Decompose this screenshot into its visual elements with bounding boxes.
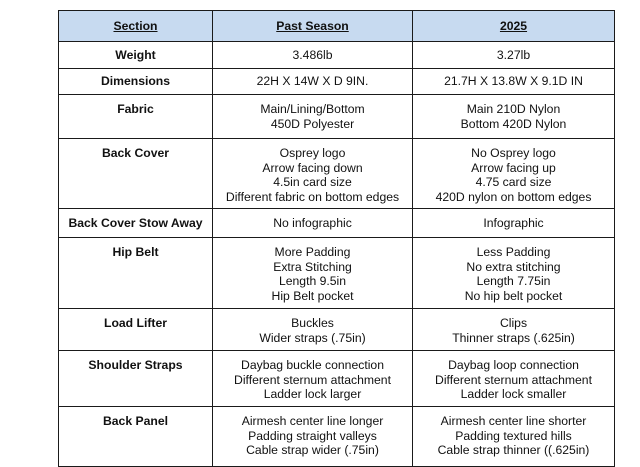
cell-line: 21.7H X 13.8W X 9.1D IN xyxy=(444,74,583,89)
row-label: Dimensions xyxy=(59,69,213,95)
new-cell xyxy=(413,209,615,238)
past-cell xyxy=(213,209,413,238)
cell-line: Extra Stitching xyxy=(273,259,352,274)
header-row xyxy=(59,11,615,42)
cell-line: Infographic xyxy=(483,215,544,230)
new-cell xyxy=(413,95,615,139)
cell-line: Daybag buckle connection xyxy=(241,358,384,372)
cell-line: Arrow facing down xyxy=(262,160,363,175)
cell-line: Thinner straps (.625in) xyxy=(452,330,575,345)
cell-line: 420D nylon on bottom edges xyxy=(435,189,592,204)
header-2025: 2025 xyxy=(413,11,615,42)
past-cell xyxy=(213,42,413,69)
past-cell xyxy=(213,139,413,209)
cell-line: Arrow facing up xyxy=(471,160,556,175)
new-cell xyxy=(413,351,615,407)
row-label: Shoulder Straps xyxy=(59,351,213,407)
cell-line: Padding textured hills xyxy=(455,428,572,443)
new-cell xyxy=(413,309,615,351)
new-cell xyxy=(413,139,615,209)
table-row-weight xyxy=(59,42,615,69)
cell-line: Different sternum attachment xyxy=(234,372,391,387)
header-section: Section xyxy=(59,11,213,42)
table-row-hip-belt xyxy=(59,238,615,309)
row-label: Back Cover Stow Away xyxy=(59,209,213,238)
row-label: Hip Belt xyxy=(59,238,213,309)
cell-line: Padding straight valleys xyxy=(248,428,377,443)
cell-line: Cable strap thinner ((.625in) xyxy=(437,443,590,458)
cell-line: 3.27lb xyxy=(496,47,531,62)
table-row-load-lifter xyxy=(59,309,615,351)
cell-line: 450D Polyester xyxy=(270,116,355,131)
cell-line: Length 9.5in xyxy=(278,274,347,289)
cell-line: Main/Lining/Bottom xyxy=(260,102,365,116)
cell-line: Cable strap wider (.75in) xyxy=(246,443,379,458)
new-cell xyxy=(413,238,615,309)
cell-line: Daybag loop connection xyxy=(448,358,579,372)
row-label: Back Cover xyxy=(59,139,213,209)
cell-line: Different fabric on bottom edges xyxy=(225,189,400,204)
cell-line: No hip belt pocket xyxy=(464,288,563,303)
cell-line: More Padding xyxy=(274,245,351,259)
past-cell xyxy=(213,351,413,407)
new-cell xyxy=(413,69,615,95)
row-label: Weight xyxy=(59,42,213,69)
cell-line: 22H X 14W X D 9IN. xyxy=(256,74,369,89)
cell-line: Hip Belt pocket xyxy=(271,288,354,303)
cell-line: 4.5in card size xyxy=(273,175,352,190)
cell-line: No infographic xyxy=(273,215,352,230)
table-row-shoulder-straps xyxy=(59,351,615,407)
past-cell xyxy=(213,309,413,351)
table-row-dimensions xyxy=(59,69,615,95)
past-cell xyxy=(213,69,413,95)
cell-line: No Osprey logo xyxy=(471,146,556,160)
cell-line: No extra stitching xyxy=(466,259,561,274)
row-label: Load Lifter xyxy=(59,309,213,351)
cell-line: Airmesh center line longer xyxy=(241,414,384,428)
past-cell xyxy=(213,95,413,139)
row-label: Back Panel xyxy=(59,407,213,467)
cell-line: Osprey logo xyxy=(279,146,346,160)
row-label: Fabric xyxy=(59,95,213,139)
past-cell xyxy=(213,407,413,467)
table-row-back-panel xyxy=(59,407,615,467)
table-row-fabric xyxy=(59,95,615,139)
cell-line: Length 7.75in xyxy=(476,274,551,289)
past-cell xyxy=(213,238,413,309)
table-row-back-cover xyxy=(59,139,615,209)
cell-line: Main 210D Nylon xyxy=(466,102,561,116)
cell-line: Buckles xyxy=(291,316,334,330)
cell-line: Different sternum attachment xyxy=(435,372,592,387)
cell-line: Wider straps (.75in) xyxy=(259,330,366,345)
table-row-back-cover-stow-away xyxy=(59,209,615,238)
cell-line: Ladder lock smaller xyxy=(460,387,567,402)
cell-line: Ladder lock larger xyxy=(263,387,362,402)
cell-line: Less Padding xyxy=(476,245,551,259)
comparison-table xyxy=(58,10,615,467)
cell-line: Bottom 420D Nylon xyxy=(460,116,567,131)
cell-line: Clips xyxy=(499,316,528,330)
new-cell xyxy=(413,407,615,467)
cell-line: 4.75 card size xyxy=(475,175,552,190)
cell-line: Airmesh center line shorter xyxy=(440,414,587,428)
cell-line: 3.486lb xyxy=(292,47,333,62)
header-past-season: Past Season xyxy=(213,11,413,42)
new-cell xyxy=(413,42,615,69)
